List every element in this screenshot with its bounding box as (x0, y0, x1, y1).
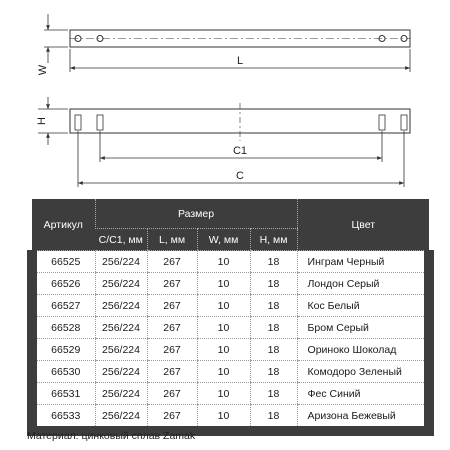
header-h: H, мм (250, 229, 297, 251)
technical-drawing (0, 0, 450, 200)
cell-h: 18 (250, 405, 297, 432)
cell-l: 267 (147, 339, 197, 361)
cell-w: 10 (197, 361, 250, 383)
table-header-row-1 (32, 199, 429, 229)
header-w: W, мм (197, 229, 250, 251)
cell-color: Инграм Черный (297, 251, 429, 273)
header-article: Артикул (32, 199, 95, 251)
cell-c-c1: 256/224 (95, 361, 147, 383)
cell-color: Фес Синий (297, 383, 429, 405)
cell-w: 10 (197, 383, 250, 405)
header-c-c1: C/C1, мм (95, 229, 147, 251)
cell-article: 66525 (32, 251, 95, 273)
cell-article: 66527 (32, 295, 95, 317)
table-row (32, 361, 429, 383)
cell-article: 66530 (32, 361, 95, 383)
cell-h: 18 (250, 383, 297, 405)
dim-label-w: W (37, 64, 49, 76)
cell-h: 18 (250, 295, 297, 317)
table-row (32, 251, 429, 273)
cell-l: 267 (147, 383, 197, 405)
table-row (32, 339, 429, 361)
cell-l: 267 (147, 405, 197, 432)
cell-c-c1: 256/224 (95, 251, 147, 273)
cell-h: 18 (250, 317, 297, 339)
cell-w: 10 (197, 405, 250, 432)
cell-color: Лондон Серый (297, 273, 429, 295)
cell-article: 66529 (32, 339, 95, 361)
cell-c-c1: 256/224 (95, 273, 147, 295)
cell-color: Аризона Бежевый (297, 405, 429, 432)
cell-h: 18 (250, 251, 297, 273)
cell-article: 66533 (32, 405, 95, 432)
cell-c-c1: 256/224 (95, 405, 147, 432)
spec-table (27, 199, 434, 436)
cell-h: 18 (250, 339, 297, 361)
material-note: Материал: цинковый сплав Zamak (27, 430, 196, 442)
cell-article: 66526 (32, 273, 95, 295)
cell-l: 267 (147, 251, 197, 273)
side-view (38, 97, 410, 187)
cell-c-c1: 256/224 (95, 383, 147, 405)
cell-c-c1: 256/224 (95, 295, 147, 317)
cell-w: 10 (197, 273, 250, 295)
screw-boss-left-inner (97, 115, 103, 130)
cell-h: 18 (250, 273, 297, 295)
cell-color: Кос Белый (297, 295, 429, 317)
cell-h: 18 (250, 361, 297, 383)
cell-l: 267 (147, 317, 197, 339)
dim-label-c: C (236, 170, 244, 182)
cell-c-c1: 256/224 (95, 339, 147, 361)
dim-label-l: L (236, 55, 244, 67)
header-color: Цвет (297, 199, 429, 251)
table-row (32, 317, 429, 339)
cell-w: 10 (197, 251, 250, 273)
screw-boss-left-outer (75, 115, 81, 130)
cell-l: 267 (147, 273, 197, 295)
dim-label-c1: C1 (232, 145, 248, 157)
cell-c-c1: 256/224 (95, 317, 147, 339)
table-body (32, 251, 429, 432)
cell-color: Бром Серый (297, 317, 429, 339)
cell-article: 66528 (32, 317, 95, 339)
screw-boss-right-outer (401, 115, 407, 130)
cell-color: Ориноко Шоколад (297, 339, 429, 361)
cell-l: 267 (147, 361, 197, 383)
cell-article: 66531 (32, 383, 95, 405)
header-size-group: Размер (95, 199, 297, 229)
cell-l: 267 (147, 295, 197, 317)
dim-label-h: H (36, 117, 48, 125)
cell-w: 10 (197, 339, 250, 361)
table-row (32, 383, 429, 405)
cell-color: Комодоро Зеленый (297, 361, 429, 383)
table-row (32, 295, 429, 317)
header-l: L, мм (147, 229, 197, 251)
top-view (44, 14, 410, 72)
table-row (32, 405, 429, 432)
cell-w: 10 (197, 317, 250, 339)
screw-boss-right-inner (379, 115, 385, 130)
table-row (32, 273, 429, 295)
cell-w: 10 (197, 295, 250, 317)
